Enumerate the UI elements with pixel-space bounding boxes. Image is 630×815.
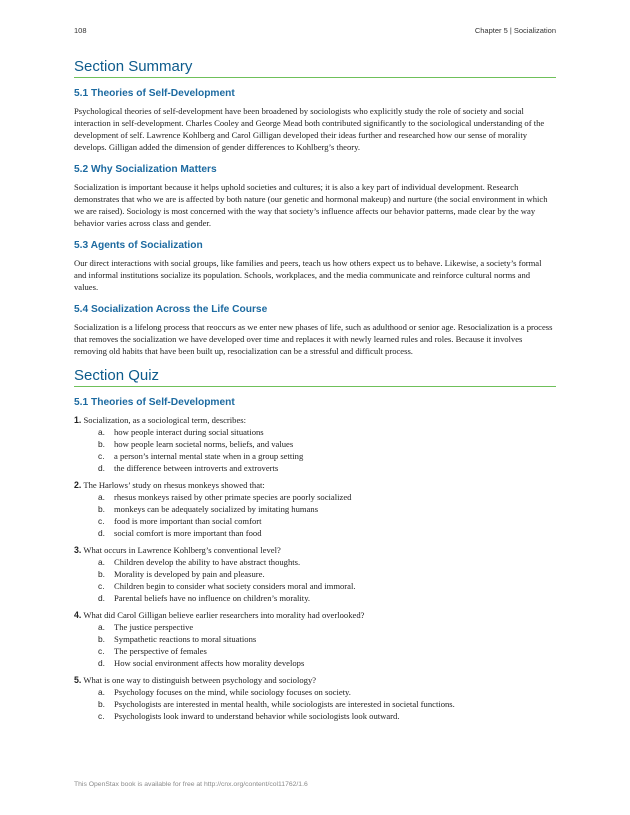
answer-options — [74, 556, 556, 604]
question-number: 4. — [74, 610, 82, 620]
option-letter: d. — [98, 463, 105, 473]
option-text: The justice perspective — [114, 622, 194, 632]
answer-option — [98, 450, 556, 462]
option-letter: a. — [98, 622, 105, 632]
answer-option — [98, 527, 556, 539]
answer-option — [98, 686, 556, 698]
option-text: Children develop the ability to have abstract thoughts. — [114, 557, 301, 567]
option-text: The perspective of females — [114, 646, 207, 656]
question-stem — [74, 414, 556, 426]
page-footer: This OpenStax book is available for free at http://cnx.org/content/col11762/1.6 — [74, 781, 308, 788]
quiz-question-3 — [74, 544, 556, 604]
question-number: 2. — [74, 480, 82, 490]
answer-options — [74, 686, 556, 722]
question-text: Socialization, as a sociological term, describes: — [83, 415, 247, 425]
option-letter: a. — [98, 557, 105, 567]
question-stem — [74, 479, 556, 491]
option-text: Psychology focuses on the mind, while sociology focuses on society. — [114, 687, 351, 697]
summary-heading: 5.2 Why Socialization Matters — [74, 164, 217, 175]
option-text: Morality is developed by pain and pleasure. — [114, 569, 265, 579]
option-text: a person’s internal mental state when in a group setting — [114, 451, 304, 461]
summary-section-5-1 — [74, 87, 556, 153]
summary-paragraph: Socialization is important because it helps uphold societies and cultures; it is also a key part of individual development. Research demonstrates that who we are is affected by both nature (our genetic and hormonal makeup) and nurture (the social environment in which we are raised). Sociology is most concerned with the way that society’s influence affects our behavior patterns, made clear by the way behavior varies across class and gender. — [74, 182, 548, 228]
running-header — [74, 26, 556, 36]
quiz-question-1 — [74, 414, 556, 474]
option-letter: d. — [98, 593, 105, 603]
option-text: rhesus monkeys raised by other primate species are poorly socialized — [114, 492, 352, 502]
section-quiz-title: Section Quiz — [74, 367, 556, 387]
summary-paragraph: Our direct interactions with social groups, like families and peers, teach us how others expect us to behave. Likewise, a society’s formal and informal institutions socialize its population. Schools, workplaces, and the media communicate and reinforce cultural norms and values. — [74, 258, 542, 292]
option-letter: b. — [98, 634, 105, 644]
option-letter: b. — [98, 699, 105, 709]
question-number: 3. — [74, 545, 82, 555]
option-text: social comfort is more important than food — [114, 528, 262, 538]
answer-option — [98, 645, 556, 657]
question-stem — [74, 674, 556, 686]
answer-option — [98, 426, 556, 438]
question-text: What occurs in Lawrence Kohlberg’s conventional level? — [83, 545, 281, 555]
answer-option — [98, 491, 556, 503]
answer-option — [98, 633, 556, 645]
answer-option — [98, 657, 556, 669]
section-summary-title: Section Summary — [74, 58, 556, 78]
question-text: The Harlows’ study on rhesus monkeys showed that: — [83, 480, 265, 490]
answer-option — [98, 580, 556, 592]
option-letter: a. — [98, 687, 105, 697]
summary-paragraph: Psychological theories of self-development have been broadened by sociologists who explicitly study the role of society and social interaction in self-development. Charles Cooley and George Mead both contributed significantly to the sociological understanding of the development of self. Lawrence Kohlberg and Carol Gilligan developed their ideas further and researched how our sense of morality develops. Gilligan added the dimension of gender differences to Kohlberg’s theory. — [74, 106, 545, 152]
option-text: how people learn societal norms, beliefs, and values — [114, 439, 294, 449]
option-letter: c. — [98, 646, 105, 656]
option-text: monkeys can be adequately socialized by imitating humans — [114, 504, 319, 514]
summary-section-5-4 — [74, 303, 556, 357]
answer-option — [98, 515, 556, 527]
answer-option — [98, 568, 556, 580]
question-stem — [74, 609, 556, 621]
answer-option — [98, 710, 556, 722]
summary-paragraph: Socialization is a lifelong process that reoccurs as we enter new phases of life, such as adulthood or senior age. Resocialization is a process that removes the socialization we have developed over time and replaces it with newly learned rules and roles. Because it involves removing old habits that have been built up, resocialization can be a stressful and difficult process. — [74, 322, 553, 356]
question-number: 1. — [74, 415, 82, 425]
option-letter: b. — [98, 569, 105, 579]
question-number: 5. — [74, 675, 82, 685]
question-text: What is one way to distinguish between psychology and sociology? — [83, 675, 317, 685]
question-stem — [74, 544, 556, 556]
answer-option — [98, 556, 556, 568]
option-letter: c. — [98, 711, 105, 721]
page-content — [74, 58, 556, 727]
answer-option — [98, 621, 556, 633]
option-text: Psychologists are interested in mental health, while sociologists are interested in societal functions. — [114, 699, 455, 709]
summary-section-5-2 — [74, 163, 556, 229]
option-text: the difference between introverts and extroverts — [114, 463, 279, 473]
option-text: food is more important than social comfort — [114, 516, 262, 526]
answer-option — [98, 503, 556, 515]
answer-options — [74, 621, 556, 669]
option-text: How social environment affects how morality develops — [114, 658, 305, 668]
option-letter: c. — [98, 516, 105, 526]
option-letter: b. — [98, 439, 105, 449]
option-letter: a. — [98, 427, 105, 437]
summary-heading: 5.3 Agents of Socialization — [74, 240, 203, 251]
quiz-subheading: 5.1 Theories of Self-Development — [74, 397, 235, 408]
summary-heading: 5.4 Socialization Across the Life Course — [74, 304, 268, 315]
option-text: Psychologists look inward to understand behavior while sociologists look outward. — [114, 711, 400, 721]
answer-option — [98, 462, 556, 474]
answer-option — [98, 592, 556, 604]
quiz-question-2 — [74, 479, 556, 539]
option-letter: b. — [98, 504, 105, 514]
option-letter: a. — [98, 492, 105, 502]
option-letter: c. — [98, 451, 105, 461]
option-text: Children begin to consider what society considers moral and immoral. — [114, 581, 356, 591]
option-text: Sympathetic reactions to moral situations — [114, 634, 257, 644]
answer-options — [74, 491, 556, 539]
option-text: how people interact during social situations — [114, 427, 264, 437]
answer-option — [98, 698, 556, 710]
page-number: 108 — [74, 26, 87, 35]
option-letter: c. — [98, 581, 105, 591]
option-letter: d. — [98, 528, 105, 538]
quiz-question-5 — [74, 674, 556, 722]
chapter-title: Chapter 5 | Socialization — [474, 26, 556, 35]
option-letter: d. — [98, 658, 105, 668]
summary-section-5-3 — [74, 239, 556, 293]
question-text: What did Carol Gilligan believe earlier researchers into morality had overlooked? — [83, 610, 365, 620]
answer-options — [74, 426, 556, 474]
answer-option — [98, 438, 556, 450]
option-text: Parental beliefs have no influence on children’s morality. — [114, 593, 311, 603]
summary-heading: 5.1 Theories of Self-Development — [74, 88, 235, 99]
quiz-question-4 — [74, 609, 556, 669]
